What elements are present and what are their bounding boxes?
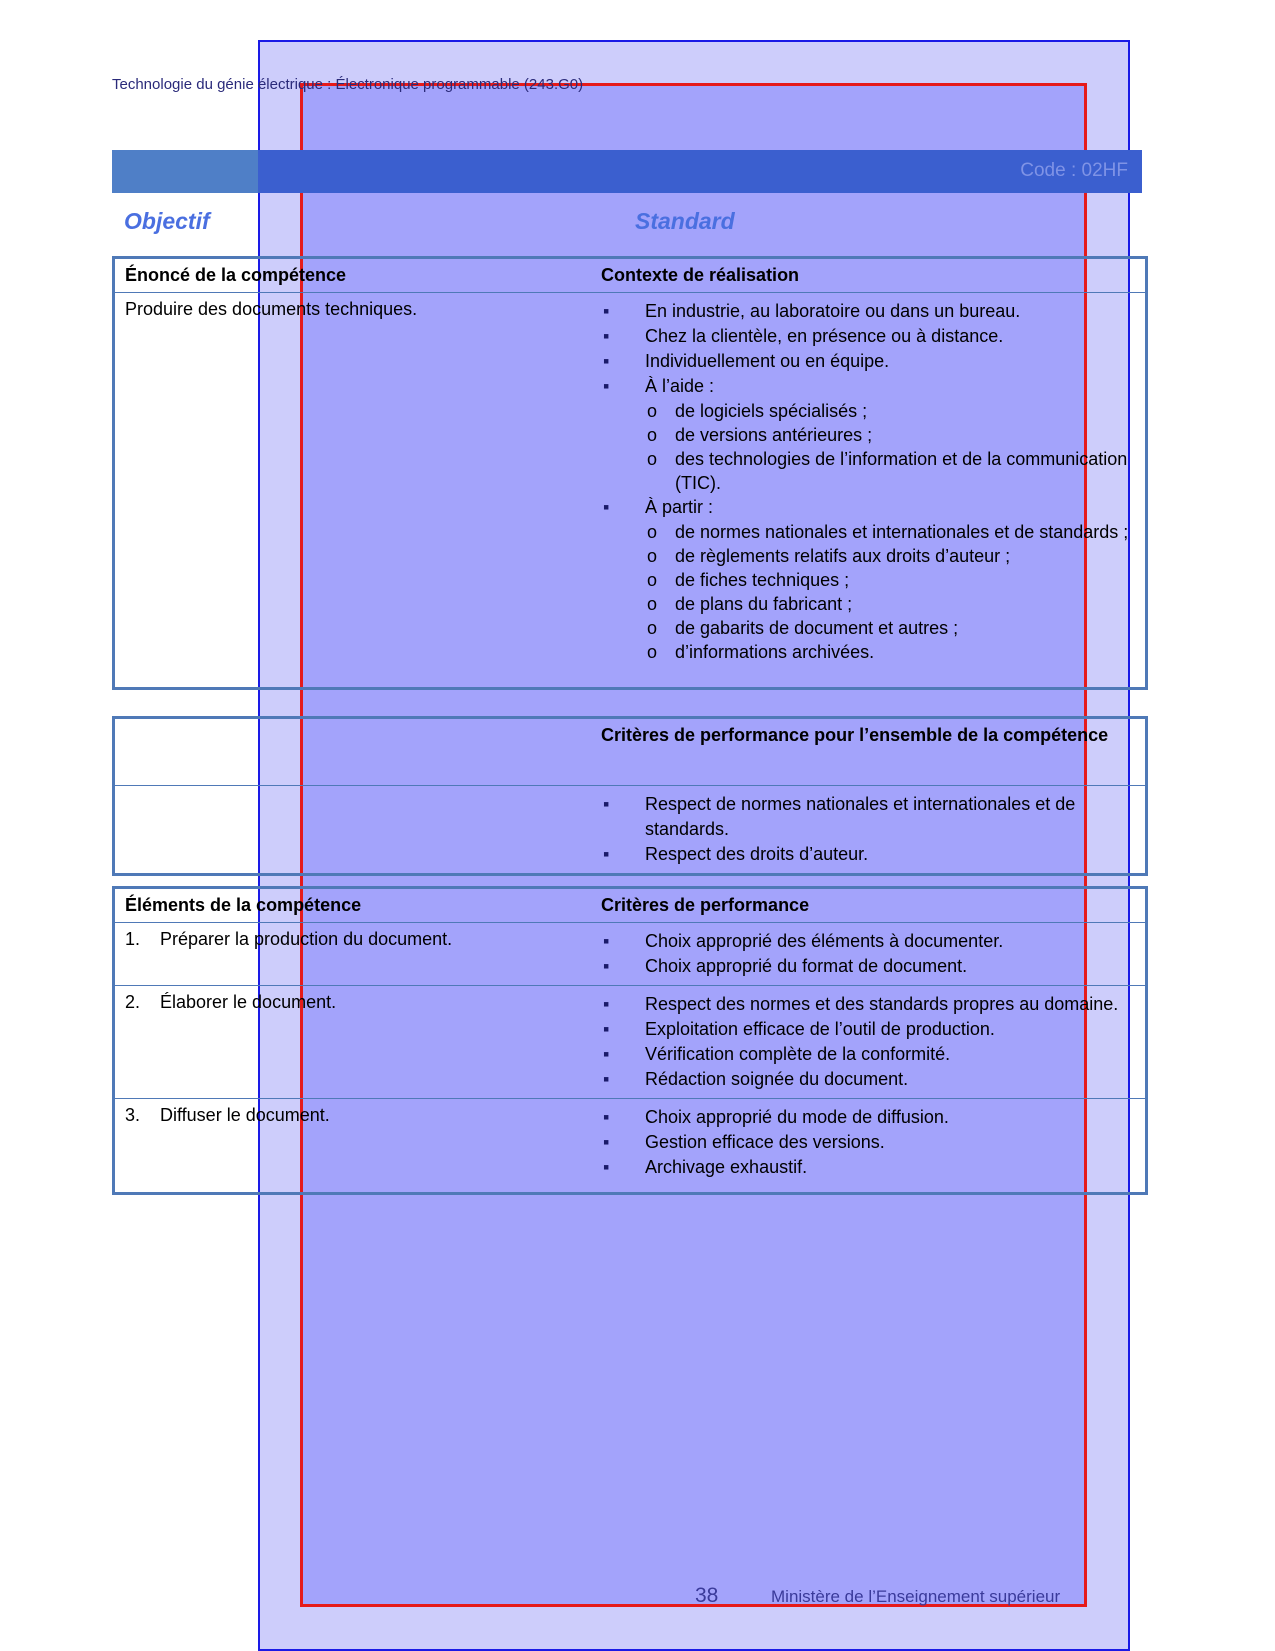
sub-list-item: o de fiches techniques ; [645, 568, 1135, 592]
list-item: ▪ Chez la clientèle, en présence ou à distance. [601, 324, 1135, 349]
element-number: 3. [125, 1105, 141, 1125]
element-text: Diffuser le document. [160, 1105, 330, 1125]
list-item [601, 374, 1135, 495]
sub-list-item: o de gabarits de document et autres ; [645, 616, 1135, 640]
empty-cell [114, 786, 592, 875]
list-item: ▪ Archivage exhaustif. [601, 1155, 1135, 1180]
list-item: ▪ Choix approprié des éléments à documenter. [601, 929, 1135, 954]
running-title: Technologie du génie électrique : Électronique programmable (243.G0) [112, 76, 584, 93]
page-number: 38 [695, 1584, 719, 1607]
element-text: Élaborer le document. [160, 992, 337, 1012]
sub-list-item: o de versions antérieures ; [645, 423, 1135, 447]
code-bar [112, 150, 1142, 193]
list-item-label: À partir : [645, 497, 714, 517]
enonce-header: Énoncé de la compétence [125, 265, 347, 285]
sub-list-item: o des technologies de l’information et de la communication (TIC). [645, 447, 1135, 495]
criteres-ensemble-header: Critères de performance pour l’ensemble de la compétence [601, 725, 1109, 745]
element-number: 1. [125, 929, 141, 949]
enonce-text: Produire des documents techniques. [114, 293, 592, 689]
elements-table [112, 886, 1148, 1195]
objectif-label: Objectif [124, 208, 210, 234]
criteria-cell [591, 986, 1147, 1099]
list-item: ▪ Respect des droits d’auteur. [601, 842, 1135, 867]
standard-label: Standard [635, 208, 735, 234]
sub-list-item: o de plans du fabricant ; [645, 592, 1135, 616]
competency-code: Code : 02HF [1020, 160, 1128, 181]
criteria-cell [591, 923, 1147, 986]
element-text: Préparer la production du document. [160, 929, 453, 949]
criteria-cell [591, 1099, 1147, 1194]
empty-cell [114, 718, 592, 786]
list-item: ▪ Respect des normes et des standards propres au domaine. [601, 992, 1135, 1017]
element-3 [114, 1099, 592, 1194]
element-number: 2. [125, 992, 141, 1012]
list-item: ▪ Choix approprié du format de document. [601, 954, 1135, 979]
list-item: ▪ En industrie, au laboratoire ou dans un bureau. [601, 299, 1135, 324]
contexte-cell [591, 293, 1147, 689]
list-item: ▪ Gestion efficace des versions. [601, 1130, 1135, 1155]
list-item: ▪ Exploitation efficace de l’outil de production. [601, 1017, 1135, 1042]
footer-ministry: Ministère de l’Enseignement supérieur [771, 1587, 1061, 1606]
sub-list-item: o de normes nationales et internationales et de standards ; [645, 520, 1135, 544]
code-bar-accent [112, 150, 258, 193]
sub-list-item: o de règlements relatifs aux droits d’auteur ; [645, 544, 1135, 568]
list-item: ▪ Respect de normes nationales et internationales et de standards. [601, 792, 1135, 842]
competence-table [112, 256, 1148, 690]
element-2 [114, 986, 592, 1099]
list-item: ▪ Choix approprié du mode de diffusion. [601, 1105, 1135, 1130]
sub-list-item: o d’informations archivées. [645, 640, 1135, 664]
list-item [601, 495, 1135, 664]
criteres-ensemble-cell [591, 786, 1147, 875]
list-item: ▪ Individuellement ou en équipe. [601, 349, 1135, 374]
list-item: ▪ Vérification complète de la conformité. [601, 1042, 1135, 1067]
criteres-ensemble-table [112, 716, 1148, 876]
criteres-header: Critères de performance [601, 895, 810, 915]
list-item: ▪ Rédaction soignée du document. [601, 1067, 1135, 1092]
sub-list-item: o de logiciels spécialisés ; [645, 399, 1135, 423]
elements-header: Éléments de la compétence [125, 895, 362, 915]
list-item-label: À l’aide : [645, 376, 715, 396]
contexte-header: Contexte de réalisation [601, 265, 800, 285]
element-1 [114, 923, 592, 986]
